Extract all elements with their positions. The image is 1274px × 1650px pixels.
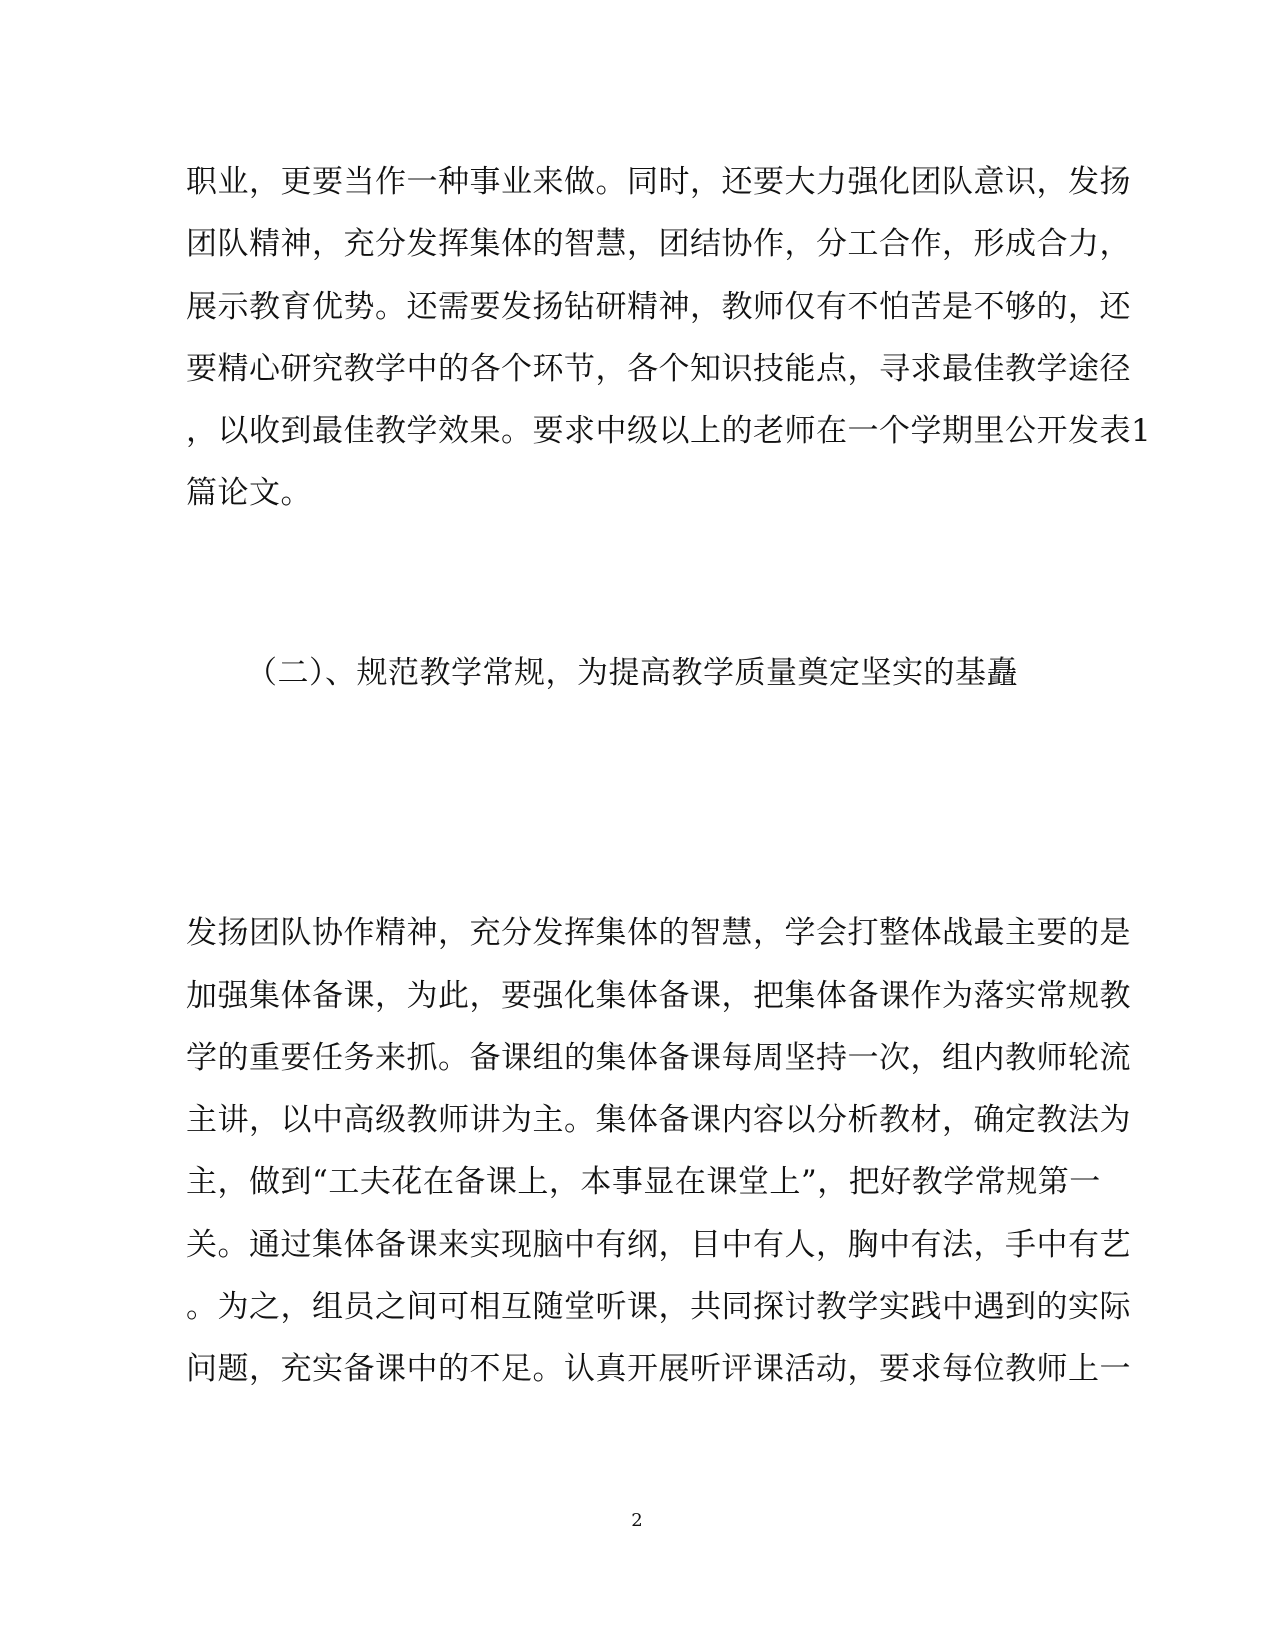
paragraph2-line-8: 问题，充实备课中的不足。认真开展听评课活动，要求每位教师上一 <box>186 1351 1131 1387</box>
paragraph1-line-6: 篇论文。 <box>186 475 312 511</box>
paragraph2-line-3: 学的重要任务来抓。备课组的集体备课每周坚持一次，组内教师轮流 <box>186 1040 1131 1076</box>
paragraph1-line-1: 职业，更要当作一种事业来做。同时，还要大力强化团队意识，发扬 <box>186 164 1131 200</box>
paragraph2-line-1: 发扬团队协作精神，充分发挥集体的智慧，学会打整体战最主要的是 <box>186 915 1131 951</box>
page-number: 2 <box>631 1510 643 1531</box>
paragraph2-line-4: 主讲，以中高级教师讲为主。集体备课内容以分析教材，确定教法为 <box>186 1102 1131 1138</box>
paragraph2-line-5: 主，做到“工夫花在备课上，本事显在课堂上”，把好教学常规第一 <box>186 1164 1101 1200</box>
paragraph2-line-7: 。为之，组员之间可相互随堂听课，共同探讨教学实践中遇到的实际 <box>186 1289 1131 1325</box>
paragraph2-line-6: 关。通过集体备课来实现脑中有纲，目中有人，胸中有法，手中有艺 <box>186 1227 1131 1263</box>
paragraph1-line-5: ，以收到最佳教学效果。要求中级以上的老师在一个学期里公开发表1 <box>186 413 1152 449</box>
paragraph1-line-2: 团队精神，充分发挥集体的智慧，团结协作，分工合作，形成合力， <box>186 226 1131 262</box>
section-heading: （二）、规范教学常规，为提高教学质量奠定坚实的基矗 <box>246 655 1018 691</box>
paragraph1-line-3: 展示教育优势。还需要发扬钻研精神，教师仅有不怕苦是不够的，还 <box>186 289 1131 325</box>
paragraph1-line-4: 要精心研究教学中的各个环节，各个知识技能点，寻求最佳教学途径 <box>186 351 1131 387</box>
paragraph2-line-2: 加强集体备课，为此，要强化集体备课，把集体备课作为落实常规教 <box>186 978 1131 1014</box>
